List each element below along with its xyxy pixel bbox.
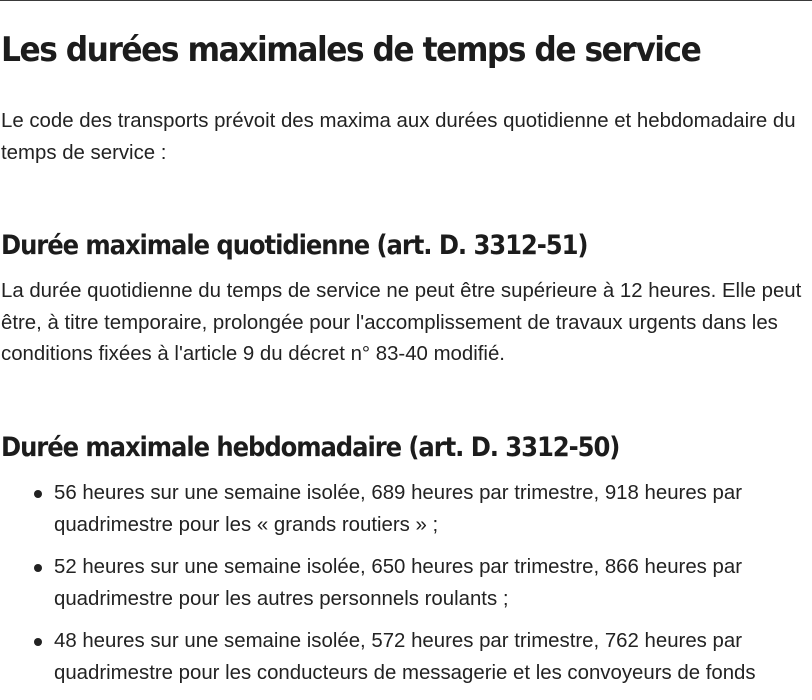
list-item (0, 552, 812, 615)
weekly-max-heading: Durée maximale hebdomadaire (art. D. 3312-50) (1, 432, 620, 463)
daily-max-heading: Durée maximale quotidienne (art. D. 3312-51) (1, 230, 588, 261)
bullet-icon (34, 564, 42, 572)
top-border (0, 0, 812, 1)
list-item-text: 56 heures sur une semaine isolée, 689 heures par trimestre, 918 heures par quadrimestre pour les « grands routiers » ; (54, 482, 743, 536)
bullet-icon (34, 638, 42, 646)
list-item (0, 478, 812, 541)
daily-max-paragraph: La durée quotidienne du temps de service ne peut être supérieure à 12 heures. Elle peut être, à titre temporaire, prolongée pour l'accomplissement de travaux urgents dans les conditions fixées à l'article 9 du décret n° 83-40 modifié. (1, 280, 802, 365)
list-item-text: 52 heures sur une semaine isolée, 650 heures par trimestre, 866 heures par quadrimestre pour les autres personnels roulants ; (54, 556, 743, 610)
weekly-max-list (0, 478, 812, 700)
list-item (0, 626, 812, 689)
page-title: Les durées maximales de temps de service (1, 30, 701, 70)
intro-paragraph: Le code des transports prévoit des maxima aux durées quotidienne et hebdomadaire du temps de service : (1, 110, 796, 164)
bullet-icon (34, 490, 42, 498)
list-item-text: 48 heures sur une semaine isolée, 572 heures par trimestre, 762 heures par quadrimestre pour les conducteurs de messagerie et les convoyeurs de fonds (54, 630, 756, 684)
